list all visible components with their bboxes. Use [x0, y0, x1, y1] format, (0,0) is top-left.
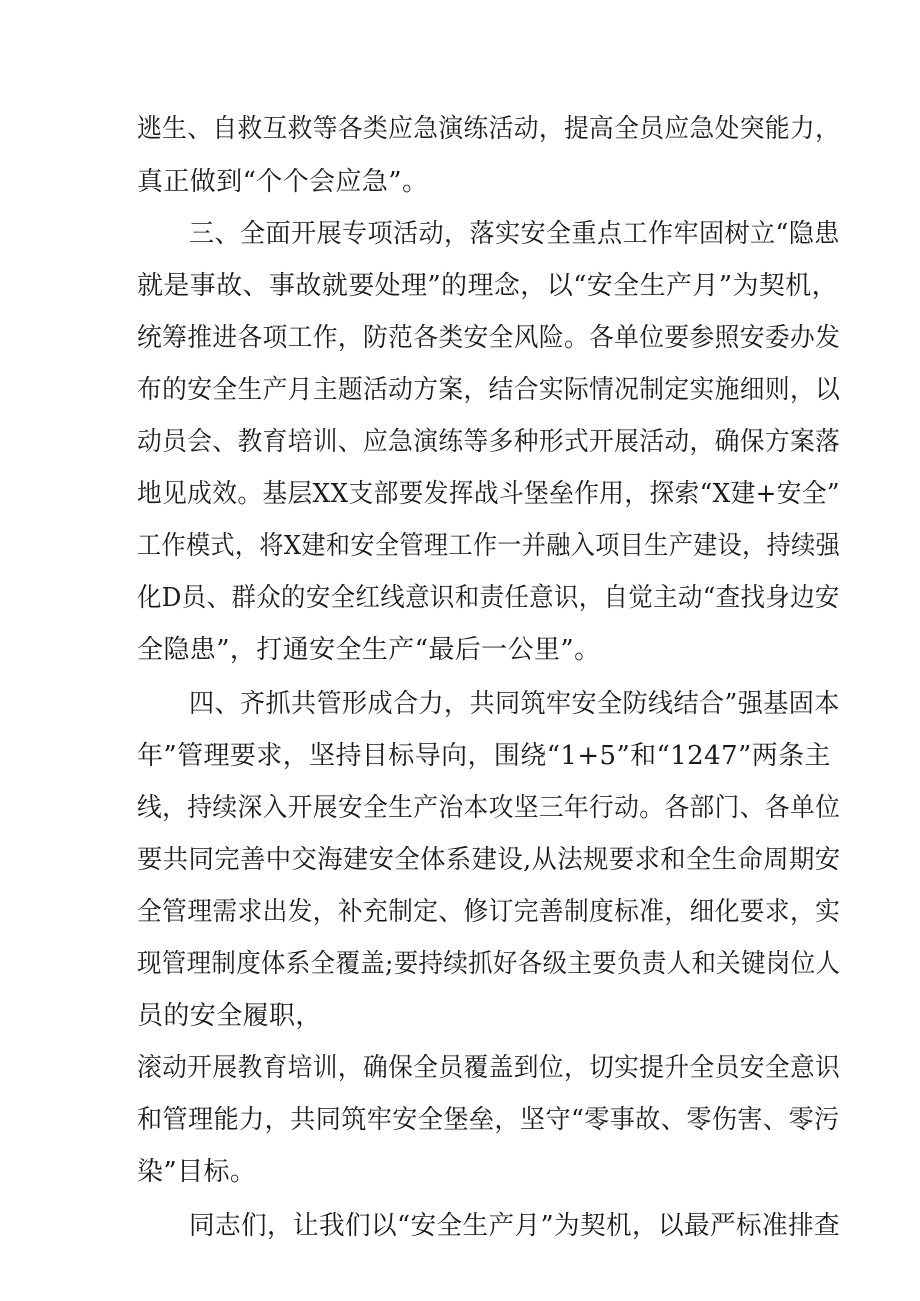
text-line: 就是事故、事故就要处理”的理念，以“安全生产月”为契机， — [137, 271, 839, 301]
text-line: 年”管理要求，坚持目标导向，围绕“1+5”和“1247”两条主 — [137, 741, 831, 771]
text-line: 地见成效。基层XX支部要发挥战斗堡垒作用，探索“X建+安全” — [137, 479, 840, 509]
text-line: 员的安全履职， — [137, 1001, 322, 1031]
text-line: 布的安全生产月主题活动方案，结合实际情况制定实施细则，以 — [137, 375, 841, 405]
text-line: 全隐患”，打通安全生产“最后一公里”。 — [137, 635, 601, 665]
text-line: 逃生、自救互救等各类应急演练活动，提高全员应急处突能力， — [137, 114, 841, 144]
text-line: 滚动开展教育培训，确保全员覆盖到位，切实提升全员安全意识 — [137, 1053, 841, 1083]
text-line: 要共同完善中交海建安全体系建设,从法规要求和全生命周期安 — [137, 845, 841, 875]
text-line: 工作模式，将X建和安全管理工作一并融入项目生产建设，持续强 — [137, 531, 841, 561]
text-line: 线，持续深入开展安全生产治本攻坚三年行动。各部门、各单位 — [137, 793, 841, 823]
text-line: 真正做到“个个会应急”。 — [137, 167, 429, 197]
text-line: 和管理能力，共同筑牢安全堡垒，坚守“零事故、零伤害、零污 — [137, 1105, 840, 1135]
text-line: 动员会、教育培训、应急演练等多种形式开展活动，确保方案落 — [137, 427, 841, 457]
text-line: 统筹推进各项工作，防范各类安全风险。各单位要参照安委办发 — [137, 323, 841, 353]
paragraph-4-heading-line: 四、齐抓共管形成合力，共同筑牢安全防线结合”强基固本 — [189, 689, 840, 719]
closing-paragraph-line: 同志们，让我们以“安全生产月”为契机，以最严标准排查 — [189, 1211, 841, 1241]
paragraph-3-heading-line: 三、全面开展专项活动，落实安全重点工作牢固树立“隐患 — [189, 219, 840, 249]
text-line: 现管理制度体系全覆盖;要持续抓好各级主要负责人和关键岗位人 — [137, 949, 841, 979]
text-line: 全管理需求出发，补充制定、修订完善制度标准，细化要求，实 — [137, 897, 841, 927]
text-line: 染”目标。 — [137, 1157, 257, 1187]
text-line: 化D员、群众的安全红线意识和责任意识，自觉主动“查找身边安 — [137, 583, 840, 613]
